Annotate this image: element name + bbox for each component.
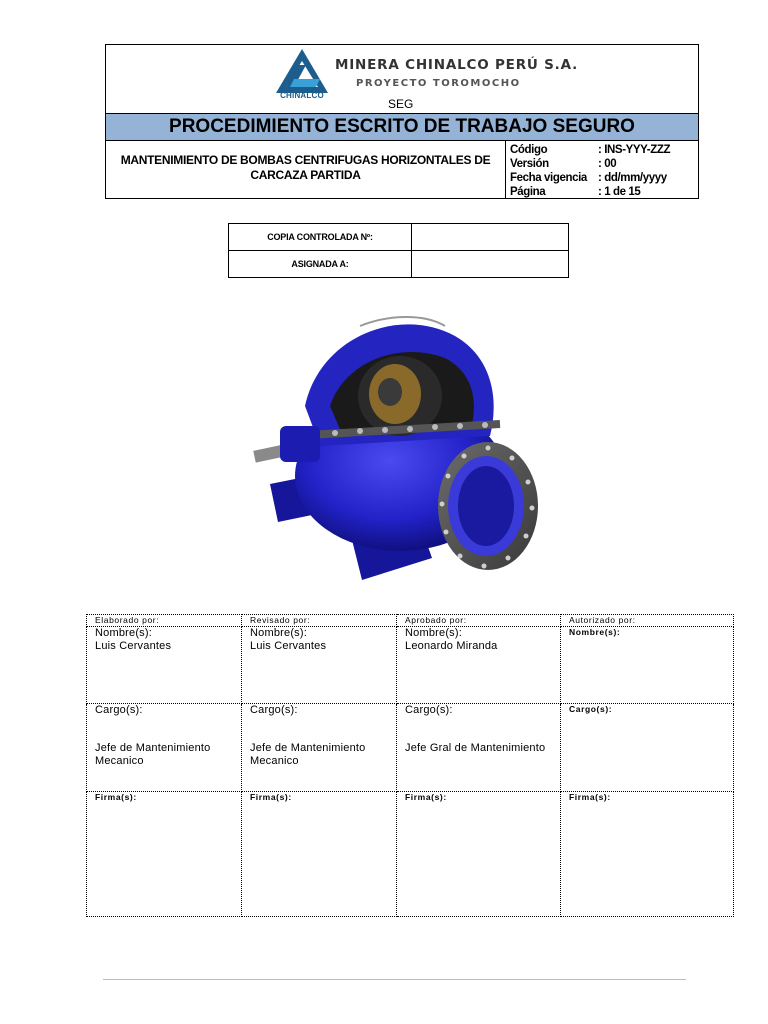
name-label: Nombre(s): (405, 627, 463, 639)
revisado-header: Revisado por: (242, 615, 397, 627)
name-cell (561, 627, 734, 704)
document-header (105, 44, 699, 199)
meta-row-version (510, 157, 698, 171)
signature-label: Firma(s): (569, 792, 611, 802)
role-label: Cargo(s): (250, 704, 298, 716)
seg-label: SEG (388, 97, 414, 111)
aprobado-header: Aprobado por: (397, 615, 561, 627)
role-label: Cargo(s): (569, 704, 613, 714)
role-label: Cargo(s): (95, 704, 143, 716)
name-cell (242, 627, 397, 704)
meta-key: Código (510, 144, 548, 156)
assigned-row (229, 251, 569, 278)
meta-value: : dd/mm/yyyy (598, 172, 667, 184)
document-title: PROCEDIMIENTO ESCRITO DE TRABAJO SEGURO (106, 113, 698, 141)
autorizado-header: Autorizado por: (561, 615, 734, 627)
approval-table (86, 614, 734, 917)
meta-value: : INS-YYY-ZZZ (598, 144, 671, 156)
document-meta (510, 143, 698, 199)
signature-cell[interactable] (242, 792, 397, 917)
name-value: Leonardo Miranda (405, 640, 498, 652)
name-cell (87, 627, 242, 704)
meta-key: Versión (510, 158, 549, 170)
approval-header-row (87, 615, 734, 627)
name-label: Nombre(s): (250, 627, 308, 639)
company-name: MINERA CHINALCO PERÚ S.A. (335, 57, 579, 73)
logo-row (106, 45, 698, 113)
signature-label: Firma(s): (250, 792, 292, 802)
role-cell (561, 704, 734, 792)
name-value: Luis Cervantes (95, 640, 172, 652)
assigned-label: ASIGNADA A: (229, 251, 412, 278)
signature-cell[interactable] (561, 792, 734, 917)
signatures-row (87, 792, 734, 917)
names-row (87, 627, 734, 704)
role-value: Jefe de Mantenimiento Mecanico (250, 742, 366, 767)
assigned-value[interactable] (412, 251, 569, 278)
logo-wordmark: CHINALCO (280, 91, 324, 100)
project-name: PROYECTO TOROMOCHO (356, 78, 521, 89)
copy-control-label: COPIA CONTROLADA Nº: (229, 224, 412, 251)
meta-key: Fecha vigencia (510, 172, 587, 184)
role-value: Jefe Gral de Mantenimiento (405, 742, 546, 754)
role-cell (87, 704, 242, 792)
footer-divider (103, 979, 686, 980)
name-label: Nombre(s): (569, 627, 621, 637)
meta-value: : 00 (598, 158, 617, 170)
signature-label: Firma(s): (95, 792, 137, 802)
signature-cell[interactable] (87, 792, 242, 917)
name-value: Luis Cervantes (250, 640, 327, 652)
meta-key: Página (510, 186, 546, 198)
procedure-name: MANTENIMIENTO DE BOMBAS CENTRIFUGAS HORIZONTALES DE CARCAZA PARTIDA (106, 141, 506, 199)
elaborado-header: Elaborado por: (87, 615, 242, 627)
copy-control-row (229, 224, 569, 251)
name-cell (397, 627, 561, 704)
name-label: Nombre(s): (95, 627, 153, 639)
meta-row-date (510, 171, 698, 185)
role-label: Cargo(s): (405, 704, 453, 716)
signature-label: Firma(s): (405, 792, 447, 802)
copy-control-value[interactable] (412, 224, 569, 251)
meta-value: : 1 de 15 (598, 186, 641, 198)
copy-control-table (228, 223, 569, 278)
meta-row-page (510, 185, 698, 199)
role-cell (397, 704, 561, 792)
roles-row (87, 704, 734, 792)
meta-row-code (510, 143, 698, 157)
role-cell (242, 704, 397, 792)
signature-cell[interactable] (397, 792, 561, 917)
role-value: Jefe de Mantenimiento Mecanico (95, 742, 211, 767)
split-case-pump-image (250, 296, 540, 592)
